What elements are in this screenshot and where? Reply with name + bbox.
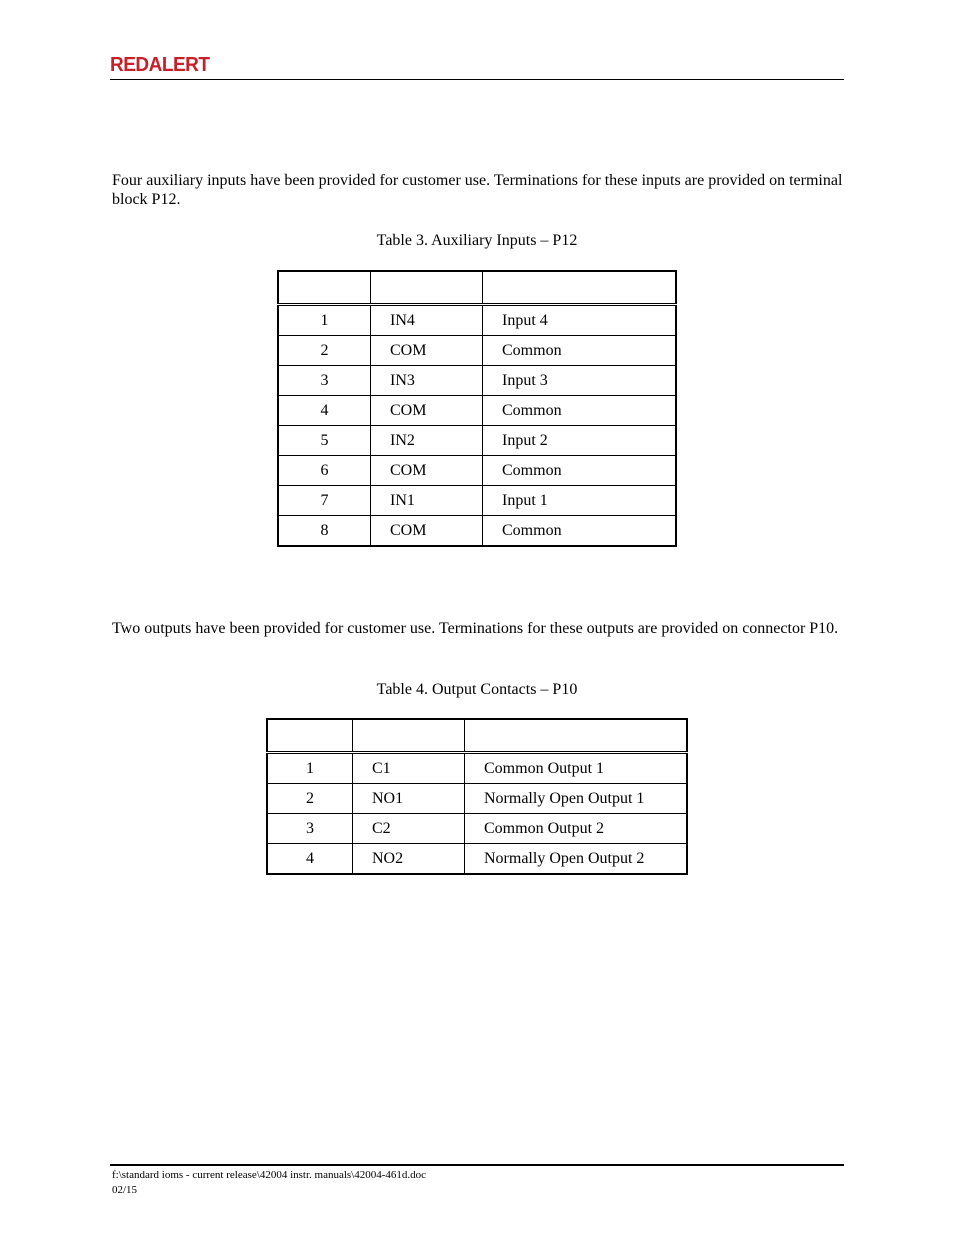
description-cell: Common [483,336,677,366]
description-cell: Normally Open Output 2 [465,844,688,875]
header-cell [267,719,353,753]
header-cell [371,271,483,305]
header-cell [353,719,465,753]
description-cell: Input 2 [483,426,677,456]
terminal-cell: 3 [278,366,371,396]
table-row [267,784,687,814]
signal-cell: COM [371,516,483,547]
table-row [278,366,676,396]
inputs-paragraph: Four auxiliary inputs have been provided for customer use. Terminations for these inputs are provided on terminal block P12. [112,172,843,208]
signal-cell: IN4 [371,305,483,336]
description-cell: Input 3 [483,366,677,396]
description-cell: Input 1 [483,486,677,516]
table-row [278,336,676,366]
terminal-cell: 1 [278,305,371,336]
signal-cell: C2 [353,814,465,844]
terminal-cell: 4 [267,844,353,875]
output-contacts-table [266,718,688,875]
terminal-cell: 7 [278,486,371,516]
terminal-cell: 2 [278,336,371,366]
description-cell: Common Output 1 [465,753,688,784]
description-cell: Common [483,396,677,426]
signal-cell: NO2 [353,844,465,875]
terminal-cell: 5 [278,426,371,456]
signal-cell: NO1 [353,784,465,814]
table-row [278,486,676,516]
table-row [278,396,676,426]
terminal-cell: 1 [267,753,353,784]
description-cell: Input 4 [483,305,677,336]
table-row [278,456,676,486]
footer-divider [110,1164,844,1166]
table4-caption: Table 4. Output Contacts – P10 [376,681,578,698]
header-divider [110,79,844,80]
terminal-cell: 2 [267,784,353,814]
table-row [267,753,687,784]
company-logo: REDALERT [110,54,210,77]
description-cell: Normally Open Output 1 [465,784,688,814]
table-header-row [267,719,687,753]
signal-cell: C1 [353,753,465,784]
table-row [278,426,676,456]
header-cell [483,271,677,305]
table-row [267,844,687,875]
terminal-cell: 8 [278,516,371,547]
signal-cell: COM [371,336,483,366]
description-cell: Common [483,516,677,547]
footer-date: 02/15 [112,1184,138,1196]
terminal-cell: 3 [267,814,353,844]
description-cell: Common [483,456,677,486]
table-header-row [278,271,676,305]
header-cell [278,271,371,305]
signal-cell: IN1 [371,486,483,516]
terminal-cell: 6 [278,456,371,486]
signal-cell: IN2 [371,426,483,456]
description-cell: Common Output 2 [465,814,688,844]
signal-cell: IN3 [371,366,483,396]
table-row [278,305,676,336]
footer-file-path: f:\standard ioms - current release\42004 instr. manuals\42004-461d.doc [112,1169,427,1181]
signal-cell: COM [371,456,483,486]
table3-caption: Table 3. Auxiliary Inputs – P12 [376,232,578,249]
terminal-cell: 4 [278,396,371,426]
table-row [278,516,676,547]
table-row [267,814,687,844]
signal-cell: COM [371,396,483,426]
outputs-paragraph: Two outputs have been provided for customer use. Terminations for these outputs are provided on connector P10. [112,620,839,637]
header-cell [465,719,688,753]
auxiliary-inputs-table [277,270,677,547]
